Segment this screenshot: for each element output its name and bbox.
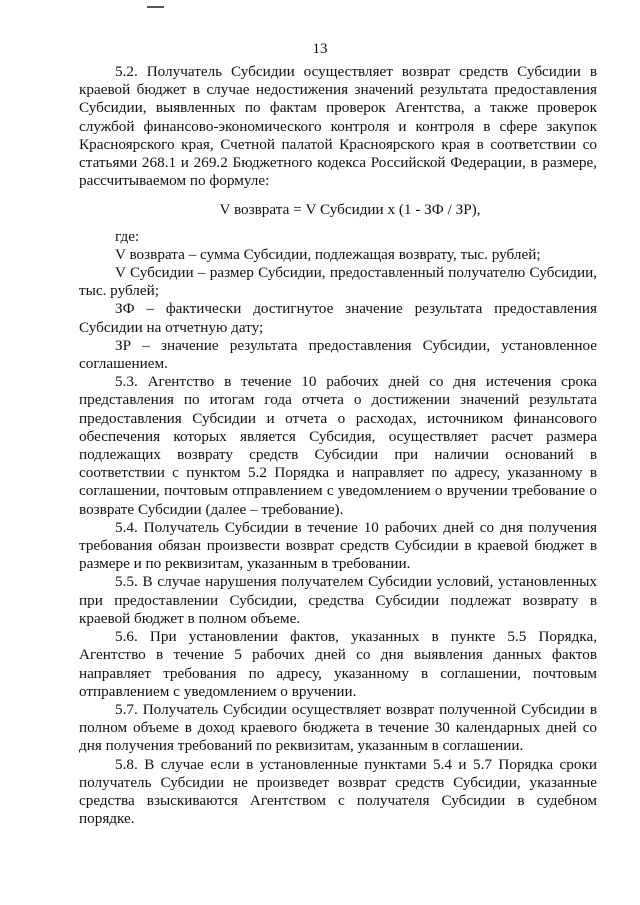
definition-zr: ЗР – значение результата предоставления Субсидии, установленное соглашением. (79, 336, 597, 373)
page-number: 13 (312, 41, 328, 57)
paragraph-5-8: 5.8. В случае если в установленные пунктами 5.4 и 5.7 Порядка сроки получатель Субсидии не произведет возврат средств Субсидии, указанные средства взыскиваются Агентством с получателя Субсидии в судебном порядке. (79, 755, 597, 828)
scan-mark (147, 6, 164, 8)
paragraph-5-6: 5.6. При установлении фактов, указанных в пункте 5.5 Порядка, Агентство в течение 5 рабочих дней со дня выявления данных фактов направляет требования по адресу, указанному в соглашении, почтовым отправлением с уведомлением о вручении. (79, 628, 597, 700)
formula-where-label: где: (115, 227, 140, 245)
paragraph-5-7: 5.7. Получатель Субсидии осуществляет возврат полученной Субсидии в полном объеме в доход краевого бюджета в течение 30 календарных дней со дня получения требований по реквизитам, указанным в соглашении. (79, 700, 597, 755)
document-body (79, 63, 597, 828)
paragraph-5-4: 5.4. Получатель Субсидии в течение 10 рабочих дней со дня получения требования обязан произвести возврат средств Субсидии в краевой бюджет в размере и по реквизитам, указанным в требовании. (79, 518, 597, 573)
paragraph-5-2: 5.2. Получатель Субсидии осуществляет возврат средств Субсидии в краевой бюджет в случае недостижения значений результата предоставления Субсидии, выявленных по фактам проверок Агентства, а также проверок службой финансово-экономического контроля и контроля в сфере закупок Красноярского края, Счетной палатой Красноярского края в соответствии со статьями 268.1 и 269.2 Бюджетного кодекса Российской Федерации, в размере, рассчитываемом по формуле: (79, 63, 597, 190)
definition-zf: ЗФ – фактически достигнутое значение результата предоставления Субсидии на отчетную дату; (79, 300, 597, 336)
definition-v-subsidy: V Субсидии – размер Субсидии, предоставленный получателю Субсидии, тыс. рублей; (79, 264, 597, 300)
formula: V возврата = V Субсидии х (1 - ЗФ / ЗР), (219, 201, 481, 219)
paragraph-5-5: 5.5. В случае нарушения получателем Субсидии условий, установленных при предоставлении Субсидии, средства Субсидии подлежат возврату в краевой бюджет в полном объеме. (79, 573, 597, 627)
definition-v-return: V возврата – сумма Субсидии, подлежащая возврату, тыс. рублей; (115, 245, 541, 263)
paragraph-5-3: 5.3. Агентство в течение 10 рабочих дней со дня истечения срока представления по итогам года отчета о достижении значений результата предоставления Субсидии и отчета о расходах, источником финансового обеспечения которых является Субсидия, осуществляет расчет размера подлежащих возврату средств Субсидии при наличии оснований в соответствии с пунктом 5.2 Порядка и направляет по адресу, указанному в соглашении, почтовым отправлением с уведомлением о вручении требование о возврате Субсидии (далее – требование). (79, 373, 597, 518)
